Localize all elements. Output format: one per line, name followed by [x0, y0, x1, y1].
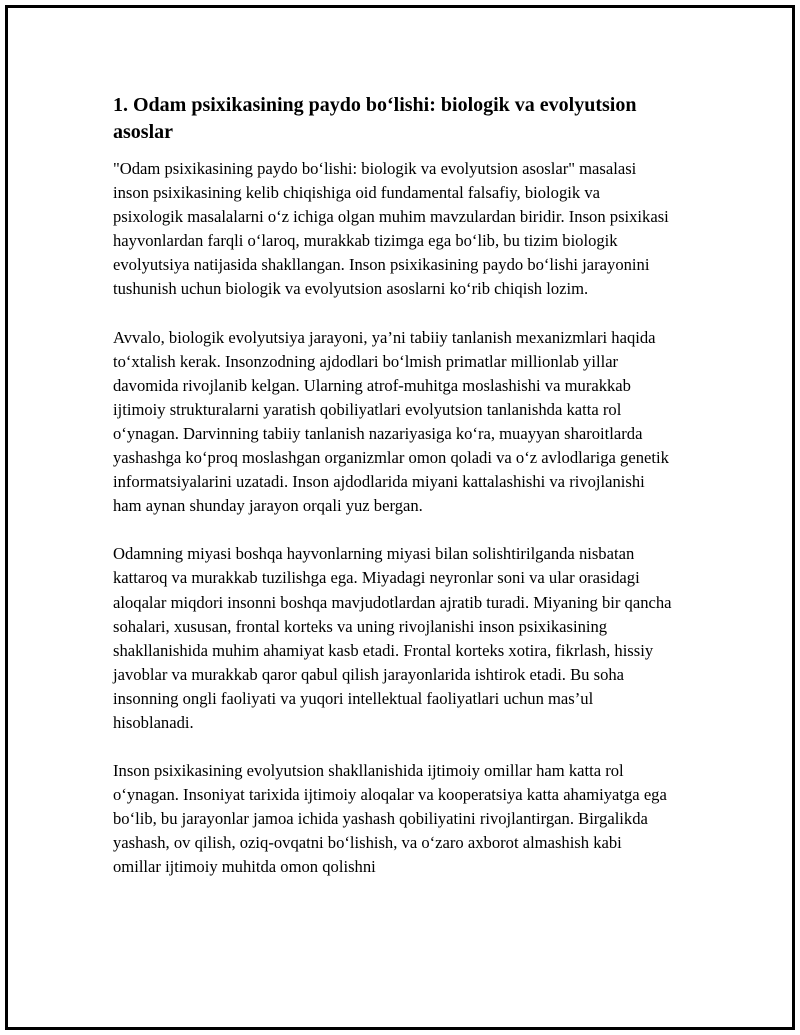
- paragraph-4: Inson psixikasining evolyutsion shakllanishida ijtimoiy omillar ham katta rol oʻynagan. Insoniyat tarixida ijtimoiy aloqalar va kooperatsiya katta ahamiyatga ega boʻlib, bu jarayonlar jamoa ichida yashash qobiliyatini rivojlantirgan. Birgalikda yashash, ov qilish, oziq-ovqatni boʻlishish, va oʻzaro axborot almashish kabi omillar ijtimoiy muhitda omon qolishni: [113, 761, 667, 877]
- paragraph-1: "Odam psixikasining paydo boʻlishi: biologik va evolyutsion asoslar" masalasi inson psixikasining kelib chiqishiga oid fundamental falsafiy, biologik va psixologik masalalarni oʻz ichiga olgan muhim mavzulardan biridir. Inson psixikasi hayvonlardan farqli oʻlaroq, murakkab tizimga ega boʻlib, bu tizim biologik evolyutsiya natijasida shakllangan. Inson psixikasining paydo boʻlishi jarayonini tushunish uchun biologik va evolyutsion asoslarni koʻrib chiqish lozim.: [113, 159, 669, 299]
- paragraph-3: Odamning miyasi boshqa hayvonlarning miyasi bilan solishtirilganda nisbatan kattaroq va murakkab tuzilishga ega. Miyadagi neyronlar soni va ular orasidagi aloqalar miqdori insonni boshqa mavjudotlardan ajratib turadi. Miyaning bir qancha sohalari, xususan, frontal korteks va uning rivojlanishi inson psixikasining shakllanishida muhim ahamiyat kasb etadi. Frontal korteks xotira, fikrlash, hissiy javoblar va murakkab qaror qabul qilish jarayonlarida ishtirok etadi. Bu soha insonning ongli faoliyati va yuqori intellektual faoliyatlari uchun mas’ul hisoblanadi.: [113, 544, 672, 732]
- document-body: [113, 92, 673, 904]
- paragraph-2: Avvalo, biologik evolyutsiya jarayoni, ya’ni tabiiy tanlanish mexanizmlari haqida toʻxtalish kerak. Insonzodning ajdodlari boʻlmish primatlar millionlab yillar davomida rivojlanib kelgan. Ularning atrof-muhitga moslashishi va murakkab ijtimoiy strukturalarni yaratish qobiliyatlari evolyutsion tanlanishda katta rol oʻynagan. Darvinning tabiiy tanlanish nazariyasiga koʻra, muayyan sharoitlarda yashashga koʻproq moslashgan organizmlar omon qoladi va oʻz avlodlariga genetik informatsiyalarini uzatadi. Inson ajdodlarida miyani kattalashishi va rivojlanishi ham aynan shunday jarayon orqali yuz bergan.: [113, 327, 669, 516]
- section-heading: 1. Odam psixikasining paydo boʻlishi: biologik va evolyutsion asoslar: [113, 94, 637, 143]
